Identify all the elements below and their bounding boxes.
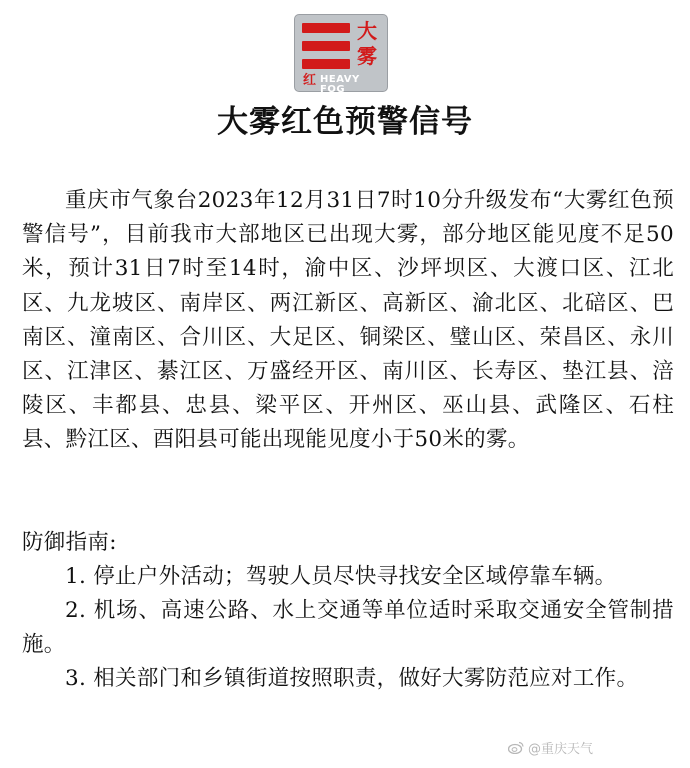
announcement-body xyxy=(22,184,674,697)
guide-item: 1. 停止户外活动；驾驶人员尽快寻找安全区域停靠车辆。 xyxy=(65,563,617,589)
guide-heading: 防御指南: xyxy=(22,529,117,555)
heavy-fog-warning-icon xyxy=(294,14,388,95)
page-title: 大雾红色预警信号 xyxy=(217,104,473,140)
fog-stripe xyxy=(302,59,350,69)
watermark-text: @重庆天气 xyxy=(528,742,594,757)
announcement-paragraph: 重庆市气象台2023年12月31日7时10分升级发布“大雾红色预警信号”，目前我市大部地区已出现大雾，部分地区能见度不足50米，预计31日7时至14时，渝中区、沙坪坝区、大渡口区、江北区、九龙坡区、南岸区、两江新区、高新区、渝北区、北碚区、巴南区、潼南区、合川区、大足区、铜梁区、璧山区、荣昌区、永川区、江津区、綦江区、万盛经开区、南川区、长寿区、垫江县、涪陵区、丰都县、忠县、梁平区、开州区、巫山县、武隆区、石柱县、黔江区、酉阳县可能出现能见度小于50米的雾。 xyxy=(22,188,674,453)
spacer xyxy=(22,458,674,526)
icon-big-char: 大 xyxy=(357,19,377,43)
icon-color-char: 红 xyxy=(303,73,317,88)
weibo-icon xyxy=(508,741,524,754)
weibo-watermark xyxy=(508,738,593,757)
icon-english-label: HEAVY FOG xyxy=(320,74,360,95)
icon-fog-char: 雾 xyxy=(357,44,377,68)
fog-stripe xyxy=(302,41,350,51)
guide-item: 3. 相关部门和乡镇街道按照职责，做好大雾防范应对工作。 xyxy=(65,666,639,692)
fog-stripes-icon xyxy=(302,23,350,69)
fog-stripe xyxy=(302,23,350,33)
guide-item: 2. 机场、高速公路、水上交通等单位适时采取交通安全管制措施。 xyxy=(22,598,674,658)
